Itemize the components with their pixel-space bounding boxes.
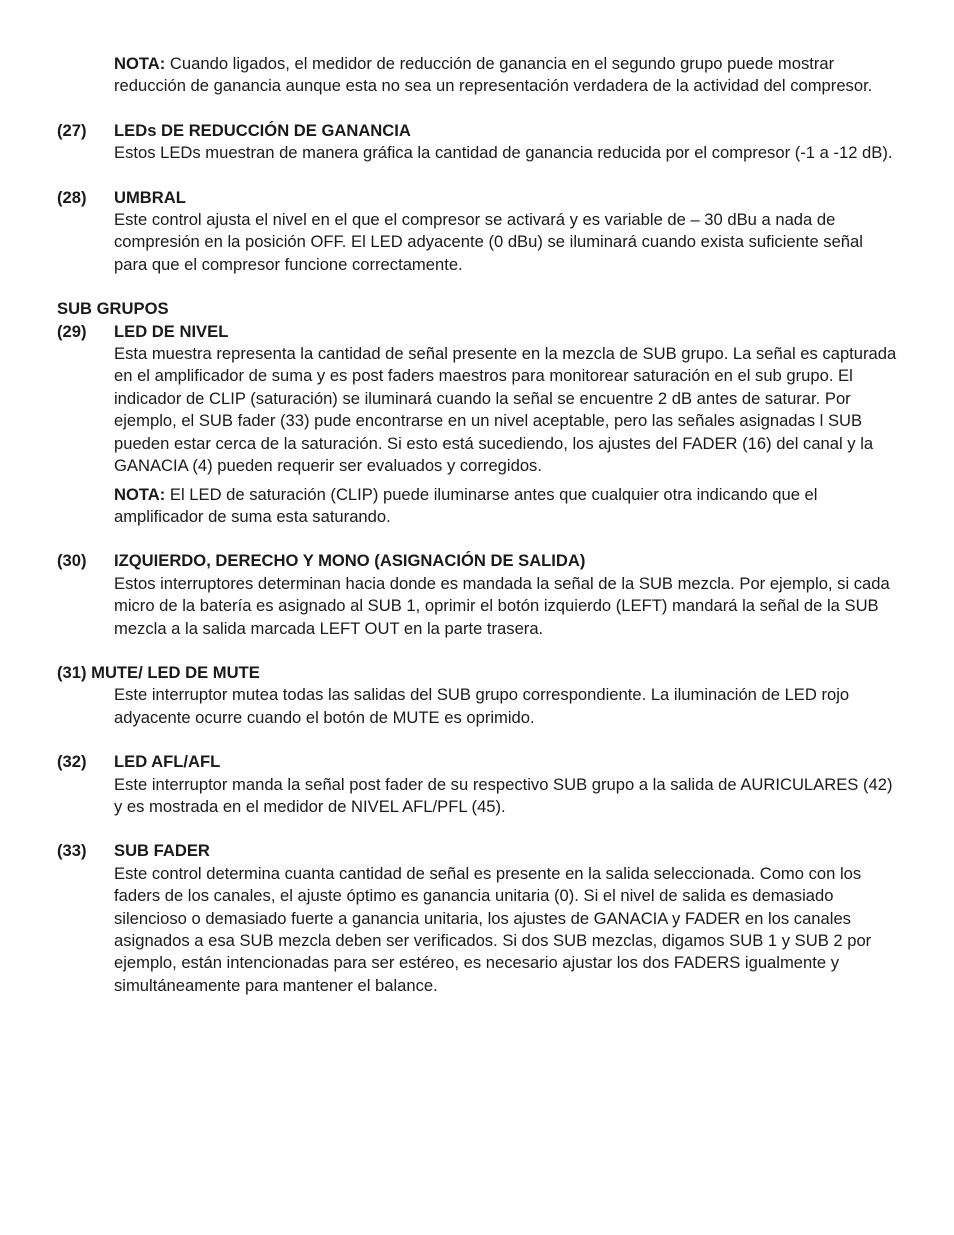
section-29-note-label: NOTA: — [114, 484, 166, 504]
section-28 — [57, 187, 899, 277]
section-27-heading — [57, 120, 899, 142]
section-29-body: Esta muestra representa la cantidad de señal presente en la mezcla de SUB grupo. La señal es capturada en el amplificador de suma y es post faders maestros para monitorear saturación en el sub grupo. El indicador de CLIP (saturación) se iluminará cuando la señal se encuentre 2 dB antes de saturar. Por ejemplo, el SUB fader (33) pude encontrarse en un nivel aceptable, pero las señales asignadas l SUB pueden estar cerca de la saturación. Si esto está sucediendo, los ajustes del FADER (16) del canal y la GANACIA (4) pueden requerir ser evaluados y corregidos. — [114, 344, 897, 476]
section-29-number: (29) — [57, 321, 87, 341]
section-30-body: Estos interruptores determinan hacia donde es mandada la señal de la SUB mezcla. Por ejemplo, si cada micro de la batería es asignado al SUB 1, oprimir el botón izquierdo (LEFT) mandará la señal de la SUB mezcla a la salida marcada LEFT OUT en la parte trasera. — [114, 573, 890, 638]
section-29-title: LED DE NIVEL — [114, 321, 229, 341]
section-32-title: LED AFL/AFL — [114, 752, 221, 772]
section-27-title: LEDs DE REDUCCIÓN DE GANANCIA — [114, 120, 411, 140]
section-28-body: Este control ajusta el nivel en el que el compresor se activará y es variable de – 30 dBu a nada de compresión en la posición OFF. El LED adyacente (0 dBu) se iluminará cuando exista suficiente señal para que el compresor funcione correctamente. — [114, 210, 863, 274]
section-29-heading — [57, 321, 899, 343]
document-page — [57, 53, 899, 997]
section-31-title: (31) MUTE/ LED DE MUTE — [57, 662, 260, 682]
section-33 — [57, 840, 899, 997]
top-note-text: Cuando ligados, el medidor de reducción de ganancia en el segundo grupo puede mostrar reducción de ganancia aunque esta no sea un representación verdadera de la actividad del compresor. — [114, 54, 873, 96]
section-31-heading — [57, 662, 899, 684]
section-32-number: (32) — [57, 752, 87, 772]
section-32-heading — [57, 751, 899, 773]
section-27 — [57, 120, 899, 165]
section-28-heading — [57, 187, 899, 209]
section-32 — [57, 751, 899, 818]
section-32-body: Este interruptor manda la señal post fader de su respectivo SUB grupo a la salida de AURICULARES (42) y es mostrada en el medidor de NIVEL AFL/PFL (45). — [114, 774, 893, 816]
section-30-title: IZQUIERDO, DERECHO Y MONO (ASIGNACIÓN DE SALIDA) — [114, 551, 586, 571]
section-31-body: Este interruptor mutea todas las salidas del SUB grupo correspondiente. La iluminación de LED rojo adyacente ocurre cuando el botón de MUTE es oprimido. — [114, 685, 850, 727]
section-27-number: (27) — [57, 120, 87, 140]
section-30-number: (30) — [57, 551, 87, 571]
section-28-title: UMBRAL — [114, 187, 186, 207]
section-29 — [57, 321, 899, 529]
section-33-heading — [57, 840, 899, 862]
section-33-number: (33) — [57, 841, 87, 861]
section-33-title: SUB FADER — [114, 841, 210, 861]
section-29-note-text: El LED de saturación (CLIP) puede iluminarse antes que cualquier otra indicando que el amplificador de suma esta saturando. — [114, 484, 818, 526]
section-29-note — [114, 484, 899, 529]
top-note-label: NOTA: — [114, 54, 166, 73]
top-note — [114, 53, 899, 98]
section-30 — [57, 550, 899, 640]
section-30-heading — [57, 550, 899, 572]
section-33-body: Este control determina cuanta cantidad de señal es presente en la salida seleccionada. Como con los faders de los canales, el ajuste óptimo es ganancia unitaria (0). Si el nivel de salida es demasiado silencioso o demasiado fuerte a ganancia unitaria, los ajustes de GANACIA y FADER en los canales asignados a esa SUB mezcla deben ser verificados. Si dos SUB mezclas, digamos SUB 1 y SUB 2 por ejemplo, están intencionadas para ser estéreo, es necesario ajustar los dos FADERS igualmente y simultáneamente para mantener el balance. — [114, 863, 872, 995]
section-27-body: Estos LEDs muestran de manera gráfica la cantidad de ganancia reducida por el compresor (-1 a -12 dB). — [114, 143, 893, 163]
section-28-number: (28) — [57, 187, 87, 207]
section-31 — [57, 662, 899, 729]
group-title: SUB GRUPOS — [57, 299, 169, 319]
